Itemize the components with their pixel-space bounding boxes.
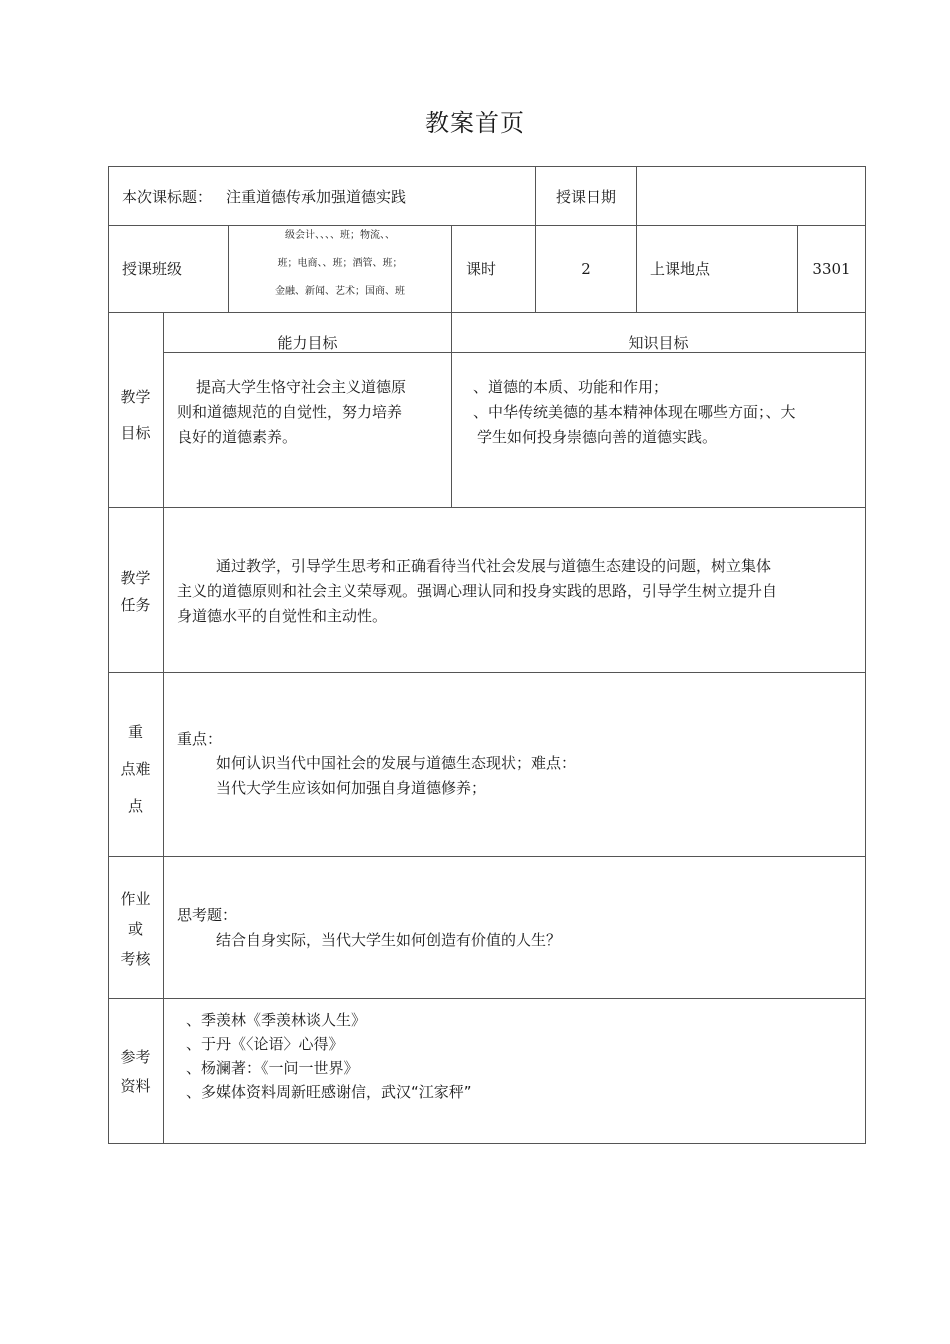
homework-label-line-3: 考核 (120, 950, 151, 968)
location-value: 3301 (812, 260, 851, 278)
objectives-label-line-2: 目标 (120, 424, 151, 442)
ability-line-1: 提高大学生恪守社会主义道德原 (196, 378, 407, 396)
topic-label: 本次课标题： (122, 188, 213, 206)
homework-label-line-1: 作业 (120, 890, 151, 908)
row-divider (108, 507, 866, 508)
location-label: 上课地点 (650, 260, 711, 278)
knowledge-header: 知识目标 (628, 334, 689, 352)
reference-item: 、季羡林《季羡林谈人生》 (186, 1011, 367, 1029)
col-divider (636, 166, 637, 312)
knowledge-line-1: 、道德的本质、功能和作用； (473, 378, 669, 396)
ability-line-2: 则和道德规范的自觉性，努力培养 (177, 403, 403, 421)
topic-value: 注重道德传承加强道德实践 (226, 188, 407, 206)
task-line-2: 主义的道德原则和社会主义荣辱观。强调心理认同和投身实践的思路，引导学生树立提升自 (177, 582, 778, 600)
keypoints-line-2: 如何认识当代中国社会的发展与道德生态现状；难点： (216, 754, 577, 772)
hours-value: 2 (581, 260, 591, 278)
homework-line-2: 结合自身实际，当代大学生如何创造有价值的人生？ (216, 931, 562, 949)
col-divider (451, 225, 452, 507)
task-label-line-2: 任务 (120, 596, 151, 614)
knowledge-line-3: 学生如何投身崇德向善的道德实践。 (477, 428, 718, 446)
references-label-line-1: 参考 (120, 1048, 151, 1066)
task-label-line-1: 教学 (120, 569, 151, 587)
hours-label: 课时 (466, 260, 497, 278)
table-border-top (108, 166, 866, 167)
keypoints-label-line-3: 点 (127, 797, 143, 815)
task-line-3: 身道德水平的自觉性和主动性。 (177, 607, 388, 625)
homework-label-line-2: 或 (127, 920, 143, 938)
reference-item: 、杨澜著：《一问一世界》 (186, 1059, 359, 1077)
col-divider (163, 312, 164, 1143)
page-title: 教案首页 (425, 109, 525, 137)
task-line-1: 通过教学，引导学生思考和正确看待当代社会发展与道德生态建设的问题，树立集体 (216, 557, 772, 575)
row-divider (108, 856, 866, 857)
reference-item: 、于丹《〈论语〉心得》 (186, 1035, 344, 1053)
lesson-plan-table (108, 166, 866, 1144)
keypoints-line-1: 重点： (177, 730, 223, 748)
row-divider (108, 672, 866, 673)
row-divider (108, 312, 866, 313)
class-line-3: 金融、新闻、艺术；国商、班 (275, 286, 405, 297)
ability-line-3: 良好的道德素养。 (177, 428, 298, 446)
class-line-2: 班；电商、、班；酒管、班； (277, 258, 403, 269)
references-label-line-2: 资料 (120, 1077, 151, 1095)
knowledge-line-2: 、中华传统美德的基本精神体现在哪些方面；、大 (473, 403, 796, 421)
date-label: 授课日期 (556, 188, 617, 206)
class-line-1: 级会计、、、、班；物流、、 (285, 230, 395, 241)
ability-header: 能力目标 (277, 334, 338, 352)
keypoints-label-line-2: 点难 (120, 760, 151, 778)
class-label: 授课班级 (122, 260, 183, 278)
row-divider (108, 998, 866, 999)
col-divider (535, 166, 536, 312)
keypoints-label-line-1: 重 (127, 723, 143, 741)
table-border-bottom (108, 1143, 866, 1144)
keypoints-line-3: 当代大学生应该如何加强自身道德修养； (216, 779, 487, 797)
homework-line-1: 思考题： (177, 906, 238, 924)
objectives-label-line-1: 教学 (120, 388, 151, 406)
row-divider (108, 225, 866, 226)
reference-item: 、多媒体资料周新旺感谢信，武汉“江家秤” (186, 1083, 472, 1101)
